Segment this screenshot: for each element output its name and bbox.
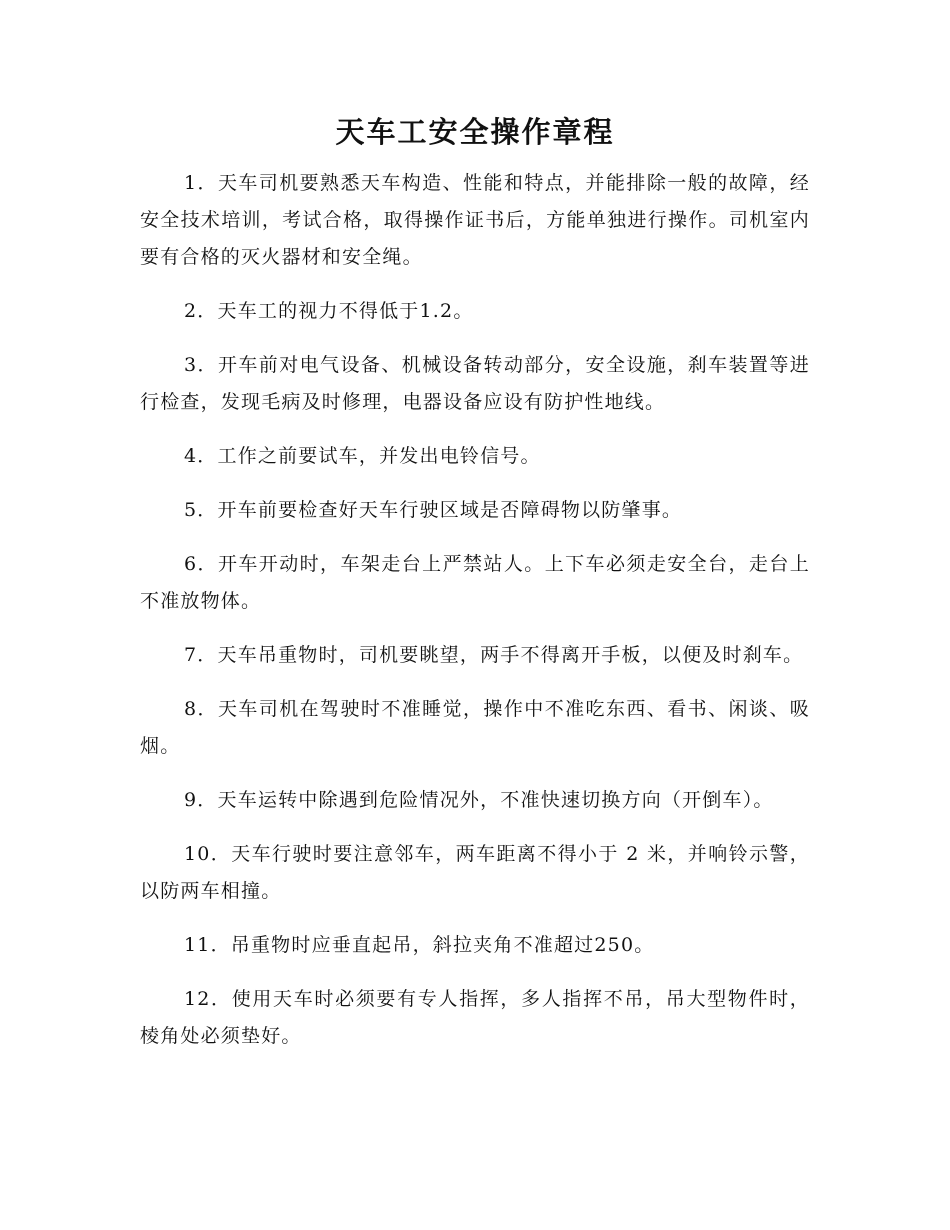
- item-number: 2．: [184, 300, 218, 322]
- list-item: [140, 981, 810, 1055]
- document-body: [140, 165, 810, 1072]
- item-number: 10．: [184, 843, 232, 865]
- item-number: 3．: [184, 354, 218, 376]
- item-text: 工作之前要试车，并发出电铃信号。: [217, 445, 541, 467]
- item-number: 11．: [184, 934, 231, 956]
- list-item: [140, 637, 810, 674]
- list-item: [140, 782, 810, 819]
- item-text: 开车开动时，车架走台上严禁站人。上下车必须走安全台，走台上不准放物体。: [140, 553, 810, 612]
- list-item: [140, 347, 810, 421]
- list-item: [140, 836, 810, 910]
- item-text: 天车工的视力不得低于1.2。: [217, 300, 474, 322]
- item-number: 12．: [184, 988, 232, 1010]
- item-text: 天车司机在驾驶时不准睡觉，操作中不准吃东西、看书、闲谈、吸烟。: [140, 698, 810, 757]
- list-item: [140, 691, 810, 765]
- item-text: 天车行驶时要注意邻车，两车距离不得小于 2 米，并响铃示警，以防两车相撞。: [140, 843, 811, 902]
- item-text: 天车司机要熟悉天车构造、性能和特点，并能排除一般的故障，经安全技术培训，考试合格，取得操作证书后，方能单独进行操作。司机室内要有合格的灭火器材和安全绳。: [140, 172, 810, 268]
- list-item: [140, 927, 810, 964]
- item-number: 8．: [184, 698, 218, 720]
- item-number: 6．: [184, 553, 218, 575]
- list-item: [140, 438, 810, 475]
- item-text: 开车前要检查好天车行驶区域是否障碍物以防肇事。: [217, 499, 683, 521]
- list-item: [140, 165, 810, 276]
- item-number: 9．: [184, 789, 218, 811]
- item-number: 1．: [184, 172, 218, 194]
- item-number: 4．: [184, 445, 218, 467]
- item-number: 5．: [184, 499, 218, 521]
- item-number: 7．: [184, 644, 218, 666]
- item-text: 使用天车时必须要有专人指挥，多人指挥不吊，吊大型物件时，棱角处必须垫好。: [140, 988, 810, 1047]
- item-text: 开车前对电气设备、机械设备转动部分，安全设施，刹车装置等进行检查，发现毛病及时修理，电器设备应设有防护性地线。: [140, 354, 810, 413]
- list-item: [140, 546, 810, 620]
- list-item: [140, 492, 810, 529]
- item-text: 吊重物时应垂直起吊，斜拉夹角不准超过250。: [230, 934, 655, 956]
- item-text: 天车运转中除遇到危险情况外，不准快速切换方向（开倒车）。: [217, 789, 774, 811]
- page-title: 天车工安全操作章程: [335, 115, 615, 149]
- list-item: [140, 293, 810, 330]
- item-text: 天车吊重物时，司机要眺望，两手不得离开手板，以便及时刹车。: [217, 644, 804, 666]
